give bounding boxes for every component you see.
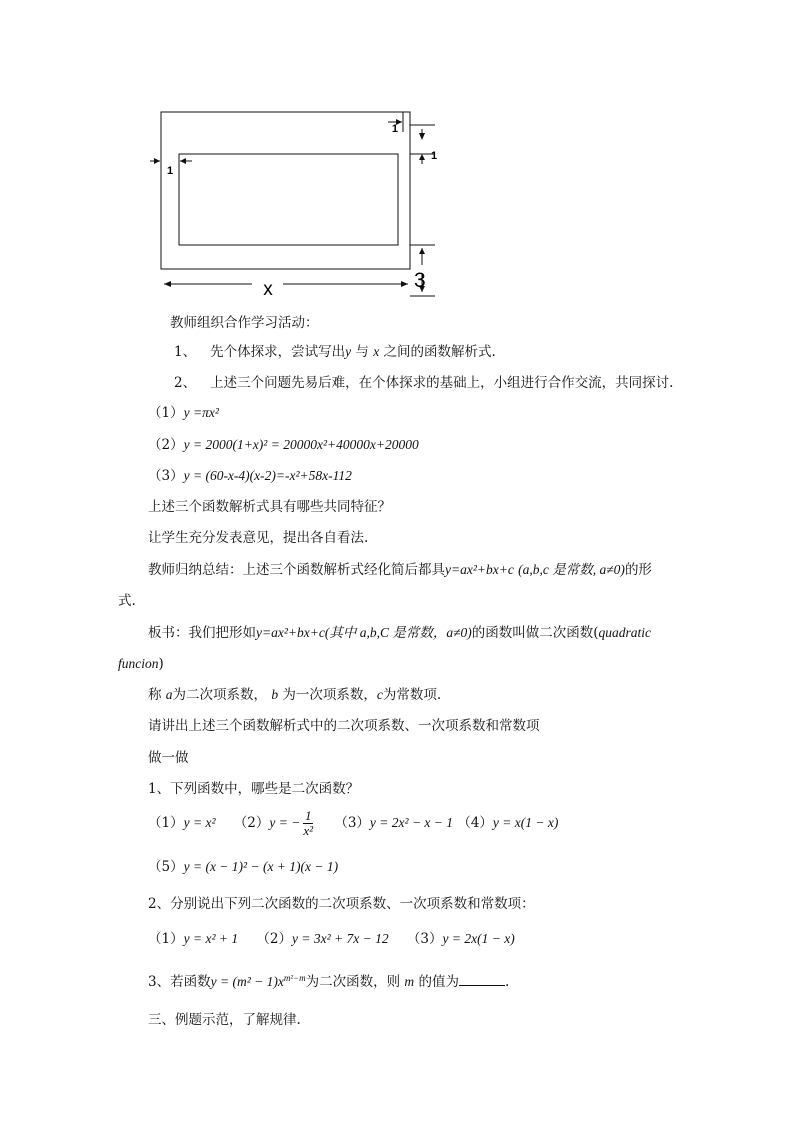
q1-title: 1、下列函数中，哪些是二次函数？	[148, 781, 360, 797]
ask-coefficients: 请讲出上述三个函数解析式中的二次项系数、一次项系数和常数项	[148, 718, 540, 734]
teacher-summary: 教师归纳总结：上述三个函数解析式经化简后都具y=ax²+bx+c (a,b,c 是常数, a≠0)的形	[148, 562, 652, 578]
frame-diagram	[140, 102, 450, 307]
step-2: 2、 上述三个问题先易后难，在个体探求的基础上，小组进行合作交流，共同探讨.	[174, 375, 674, 391]
board-definition: 板书：我们把形如y=ax²+bx+c(其中 a,b,C 是常数，a≠0)的函数叫做二次函数(quadratic	[148, 625, 652, 641]
board-definition-wrap: funcion)	[118, 656, 164, 672]
fraction: $\frac{1}{\text{x²}}$	[303, 808, 314, 838]
q3-text: 3、若函数$y = (m^2 - 1)x^{m^2-m}$为二次函数，则 m 的值为 .	[148, 973, 510, 990]
step-1: 1、 先个体探求，尝试写出y 与 x 之间的函数解析式.	[174, 344, 496, 360]
question-features: 上述三个函数解析式具有哪些共同特征？	[148, 499, 391, 515]
q1-items: （1）y = x² （2）y = − $\frac{1}{\text{x²}}$ （3）y = 2x² − x − 1 （4）y = x(1 − x)	[148, 808, 559, 838]
formula-2: （2）y = 2000(1+x)² = 20000x²+40000x+20000	[148, 437, 419, 453]
label-one-right: 1	[431, 150, 438, 162]
label-one-left: 1	[167, 165, 174, 177]
teacher-summary-wrap: 式.	[118, 593, 136, 609]
q2-title: 2、分别说出下列二次函数的二次项系数、一次项系数和常数项：	[148, 896, 535, 912]
answer-blank[interactable]	[459, 973, 505, 986]
discuss-text: 让学生充分发表意见，提出各自看法.	[148, 530, 369, 546]
label-one-top: 1	[391, 123, 398, 135]
q1-item-5: （5）y = (x − 1)² − (x + 1)(x − 1)	[148, 859, 339, 875]
formula-3: （3）y = (60-x-4)(x-2)=-x²+58x-112	[148, 468, 352, 484]
inner-rectangle	[179, 154, 398, 245]
label-three: 3	[414, 269, 426, 292]
formula-1: （1）y =πx²	[148, 405, 219, 421]
practice-title: 做一做	[148, 750, 189, 766]
q2-items: （1）y = x² + 1 （2）y = 3x² + 7x − 12 （3）y = 2x(1 − x)	[148, 931, 515, 947]
activity-intro: 教师组织合作学习活动：	[170, 315, 319, 331]
coefficient-names: 称 a为二次项系数， b 为一次项系数，c为常数项.	[148, 687, 442, 703]
section-3-heading: 三、例题示范，了解规律.	[148, 1012, 301, 1028]
label-x: x	[263, 279, 273, 300]
